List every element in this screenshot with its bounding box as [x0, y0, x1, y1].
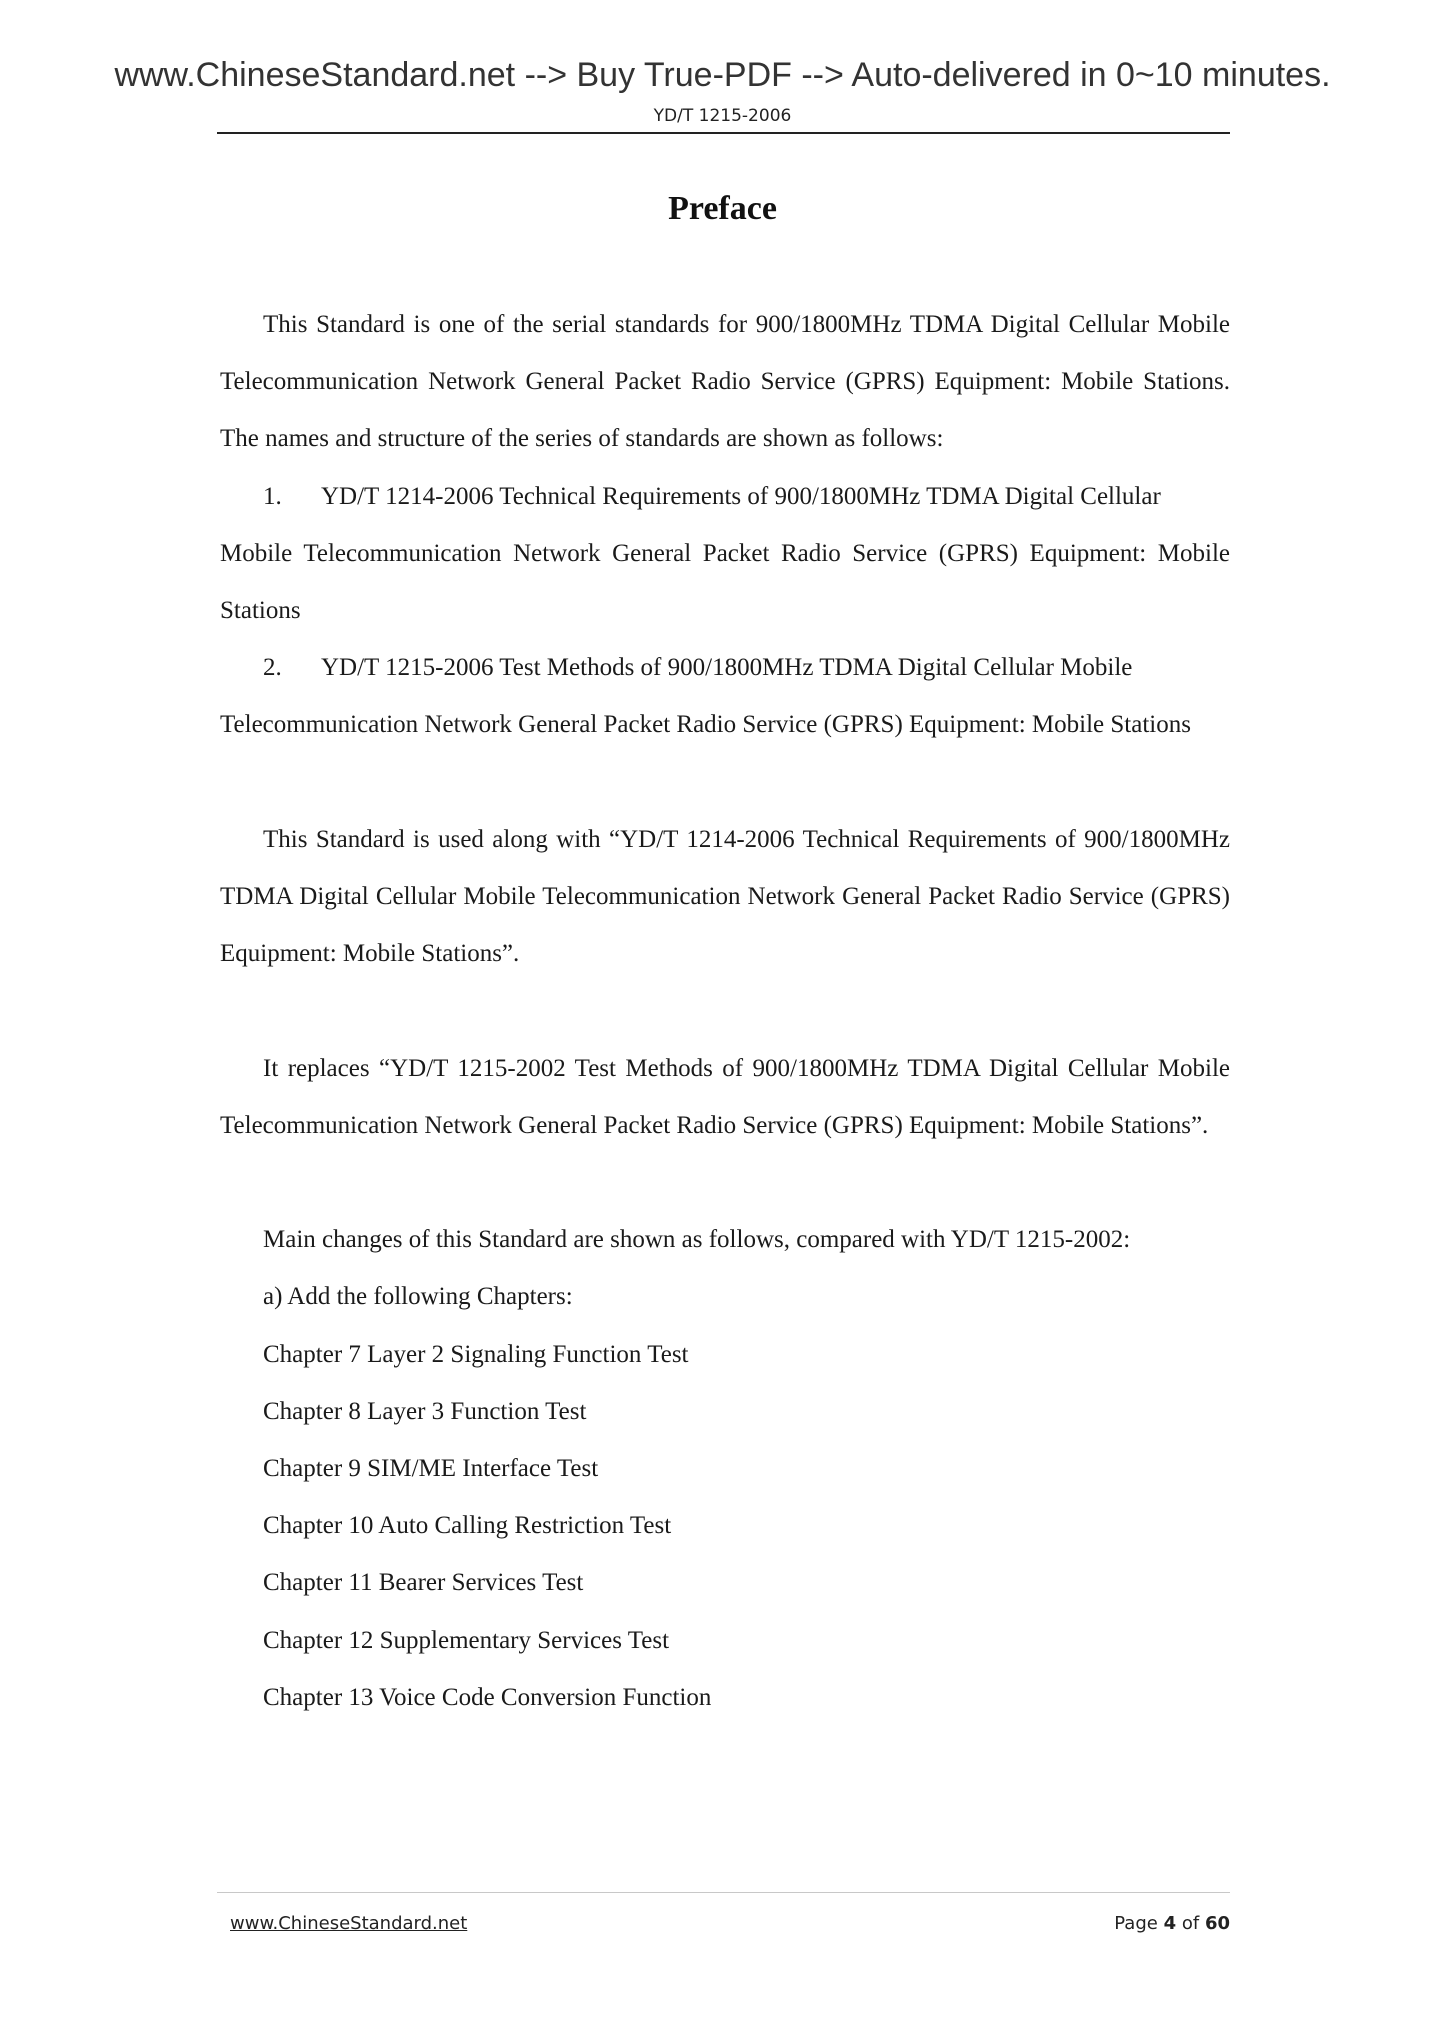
- source-banner: www.ChineseStandard.net --> Buy True-PDF --> Auto-delivered in 0~10 minutes.: [114, 56, 1331, 94]
- replaces-paragraph: It replaces “YD/T 1215-2002 Test Methods of 900/1800MHz TDMA Digital Cellular Mobile Telecommunication Network General Packet Radio Service (GPRS) Equipment: Mobile Stations”.: [220, 1054, 1230, 1139]
- chapter-line: Chapter 8 Layer 3 Function Test: [263, 1397, 587, 1425]
- changes-intro-paragraph: Main changes of this Standard are shown as follows, compared with YD/T 1215-2002:: [263, 1226, 1131, 1254]
- list-item-1-text: YD/T 1214-2006 Technical Requirements of 900/1800MHz TDMA Digital Cellular: [321, 482, 1161, 510]
- list-item-2-continuation: Telecommunication Network General Packet Radio Service (GPRS) Equipment: Mobile Stations: [220, 711, 1191, 739]
- chapter-line: Chapter 12 Supplementary Services Test: [263, 1626, 670, 1654]
- intro-paragraph: This Standard is one of the serial standards for 900/1800MHz TDMA Digital Cellular Mobile Telecommunication Network General Packet Radio Service (GPRS) Equipment: Mobile Stations. The names and structure of the series of standards are shown as follows:: [220, 311, 1230, 453]
- chapter-line: Chapter 7 Layer 2 Signaling Function Test: [263, 1340, 689, 1368]
- chapter-line: Chapter 13 Voice Code Conversion Function: [263, 1683, 712, 1711]
- chapter-line: Chapter 10 Auto Calling Restriction Test: [263, 1512, 672, 1540]
- page-current: 4: [1163, 1913, 1177, 1934]
- changes-a-line: a) Add the following Chapters:: [263, 1283, 573, 1311]
- header-divider: [217, 132, 1230, 134]
- page-total: 60: [1204, 1913, 1230, 1934]
- footer-website-link[interactable]: www.ChineseStandard.net: [230, 1913, 468, 1934]
- list-item-1-continuation: Mobile Telecommunication Network General Packet Radio Service (GPRS) Equipment: Mobile Stations: [220, 539, 1230, 625]
- page-of: of: [1181, 1913, 1200, 1934]
- list-item-2-number: 2.: [263, 654, 282, 682]
- footer-divider: [217, 1892, 1230, 1893]
- page-number: [1114, 1913, 1230, 1934]
- list-item-1-first-line: [220, 468, 1230, 525]
- document-body: [220, 296, 1230, 1726]
- page-title: Preface: [668, 190, 777, 227]
- list-item-1-number: 1.: [263, 482, 282, 510]
- document-code: YD/T 1215-2006: [653, 106, 792, 126]
- chapter-line: Chapter 11 Bearer Services Test: [263, 1569, 584, 1597]
- used-with-paragraph: This Standard is used along with “YD/T 1214-2006 Technical Requirements of 900/1800MHz TDMA Digital Cellular Mobile Telecommunication Network General Packet Radio Service (GPRS) Equipment: Mobile Stations”.: [220, 825, 1230, 968]
- list-item-2-text: YD/T 1215-2006 Test Methods of 900/1800MHz TDMA Digital Cellular Mobile: [321, 654, 1133, 682]
- page-prefix: Page: [1114, 1913, 1158, 1934]
- list-item-2-first-line: [220, 639, 1230, 696]
- chapter-line: Chapter 9 SIM/ME Interface Test: [263, 1455, 599, 1483]
